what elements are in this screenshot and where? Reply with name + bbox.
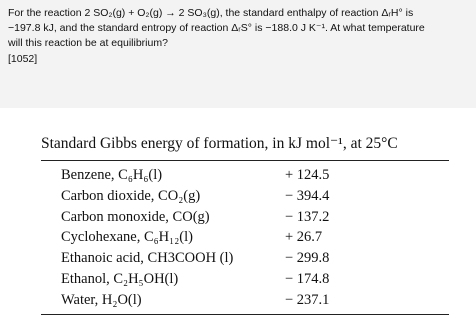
gibbs-value: − 137.2 (285, 208, 330, 225)
gibbs-value: − 174.8 (285, 270, 330, 287)
table-title: Standard Gibbs energy of formation, in kJ mol⁻¹, at 25°C (41, 135, 398, 152)
table-row (41, 207, 449, 228)
question-line: will this reaction be at equilibrium? (8, 37, 168, 49)
table-bottom-rule (41, 314, 449, 315)
answer-text: [1052] (8, 53, 38, 65)
compound-name: Benzene, C₆H₆(l) (61, 167, 163, 183)
table-row (41, 186, 449, 207)
question-line: −197.8 kJ, and the standard entropy of reaction ΔᵣS° is −188.0 J K⁻¹. At what temperature (8, 22, 425, 34)
compound-name: Carbon dioxide, CO₂(g) (61, 187, 201, 204)
gibbs-value: − 299.8 (285, 250, 330, 267)
compound-name: Carbon monoxide, CO(g) (61, 208, 210, 225)
compound-name: Water, H₂O(l) (61, 291, 142, 308)
compound-name: Ethanoic acid, CH3COOH (l) (61, 250, 234, 267)
gibbs-value: − 237.1 (285, 291, 330, 308)
compound-name: Ethanol, C₂H₅OH(l) (61, 270, 179, 287)
table-row (41, 269, 449, 290)
compound-name: Cyclohexane, C₆H₁₂(l) (61, 229, 193, 246)
table-row (41, 227, 449, 248)
table-row (41, 248, 449, 269)
gibbs-value: + 124.5 (285, 167, 330, 183)
table-body (41, 161, 449, 314)
gibbs-value: − 394.4 (285, 187, 330, 204)
question-line: For the reaction 2 SO₂(g) + O₂(g) → 2 SO₃(g), the standard enthalpy of reaction ΔᵣH° is (8, 7, 414, 19)
table-row (41, 290, 449, 311)
data-table-panel (0, 108, 476, 333)
gibbs-energy-table (41, 134, 449, 315)
question-text (8, 6, 470, 67)
table-row (41, 165, 449, 186)
gibbs-value: + 26.7 (285, 229, 323, 246)
